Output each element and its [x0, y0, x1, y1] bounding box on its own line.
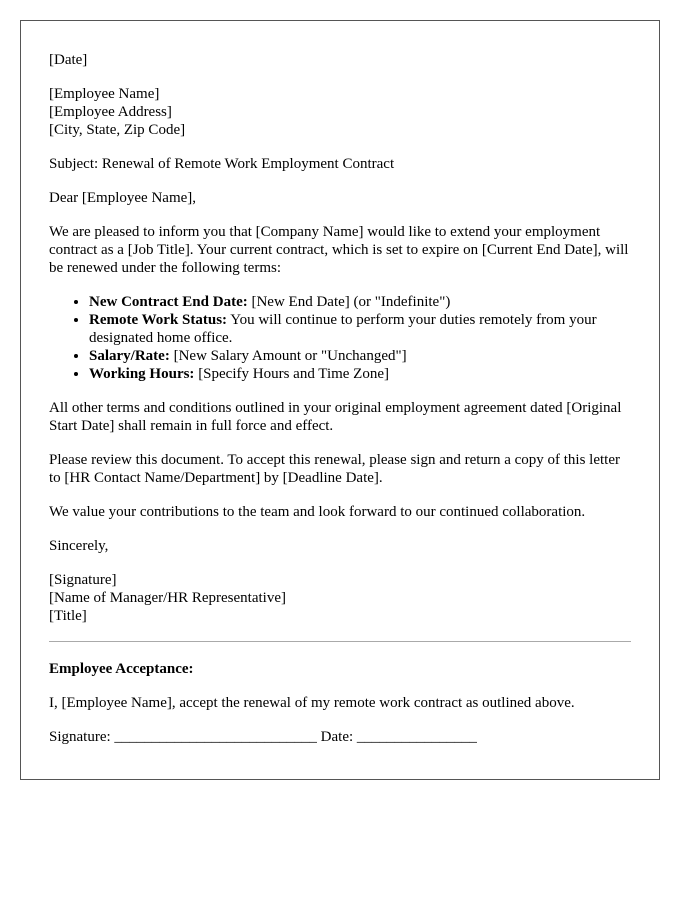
recipient-city: [City, State, Zip Code] [49, 122, 186, 138]
signer-name: [Name of Manager/HR Representative] [49, 590, 286, 606]
term-text: [New Salary Amount or "Unchanged"] [169, 348, 407, 364]
closing: Sincerely, [49, 538, 109, 554]
recipient-block [49, 85, 631, 139]
acceptance-signature-row [49, 728, 631, 746]
signer-block [49, 571, 631, 625]
term-text: [New End Date] (or "Indefinite") [247, 294, 451, 310]
letter-date: [Date] [49, 52, 88, 68]
terms-list [49, 293, 631, 383]
term-label: New Contract End Date: [89, 294, 248, 310]
signature-blank[interactable]: ___________________________ [114, 729, 317, 745]
subject-line: Subject: Renewal of Remote Work Employment Contract [49, 156, 395, 172]
term-label: Remote Work Status: [89, 312, 228, 328]
value-paragraph: We value your contributions to the team and look forward to our continued collaboration. [49, 504, 586, 520]
signer-title: [Title] [49, 608, 87, 624]
section-divider [49, 641, 631, 642]
other-terms-paragraph: All other terms and conditions outlined in your original employment agreement dated [Original Start Date] shall remain in full force and effect. [49, 400, 622, 434]
date-label: Date: [320, 729, 354, 745]
signer-signature: [Signature] [49, 572, 117, 588]
signature-label: Signature: [49, 729, 111, 745]
letter-document [20, 20, 660, 780]
date-blank[interactable]: ________________ [356, 729, 477, 745]
recipient-name: [Employee Name] [49, 86, 160, 102]
term-text: [Specify Hours and Time Zone] [194, 366, 389, 382]
term-item [89, 347, 631, 365]
intro-paragraph: We are pleased to inform you that [Company Name] would like to extend your employment contract as a [Job Title]. Your current contract, which is set to expire on [Current End Date], will be renewed under the following terms: [49, 224, 629, 276]
term-item [89, 365, 631, 383]
recipient-address: [Employee Address] [49, 104, 172, 120]
term-item [89, 293, 631, 311]
acceptance-statement: I, [Employee Name], accept the renewal of my remote work contract as outlined above. [49, 695, 575, 711]
term-text: You will continue to perform your duties remotely from your designated home office. [89, 312, 597, 346]
acceptance-heading: Employee Acceptance: [49, 661, 194, 677]
term-label: Working Hours: [89, 366, 195, 382]
term-item [89, 311, 631, 347]
review-paragraph: Please review this document. To accept this renewal, please sign and return a copy of this letter to [HR Contact Name/Department] by [Deadline Date]. [49, 452, 620, 486]
salutation: Dear [Employee Name], [49, 190, 197, 206]
term-label: Salary/Rate: [89, 348, 170, 364]
